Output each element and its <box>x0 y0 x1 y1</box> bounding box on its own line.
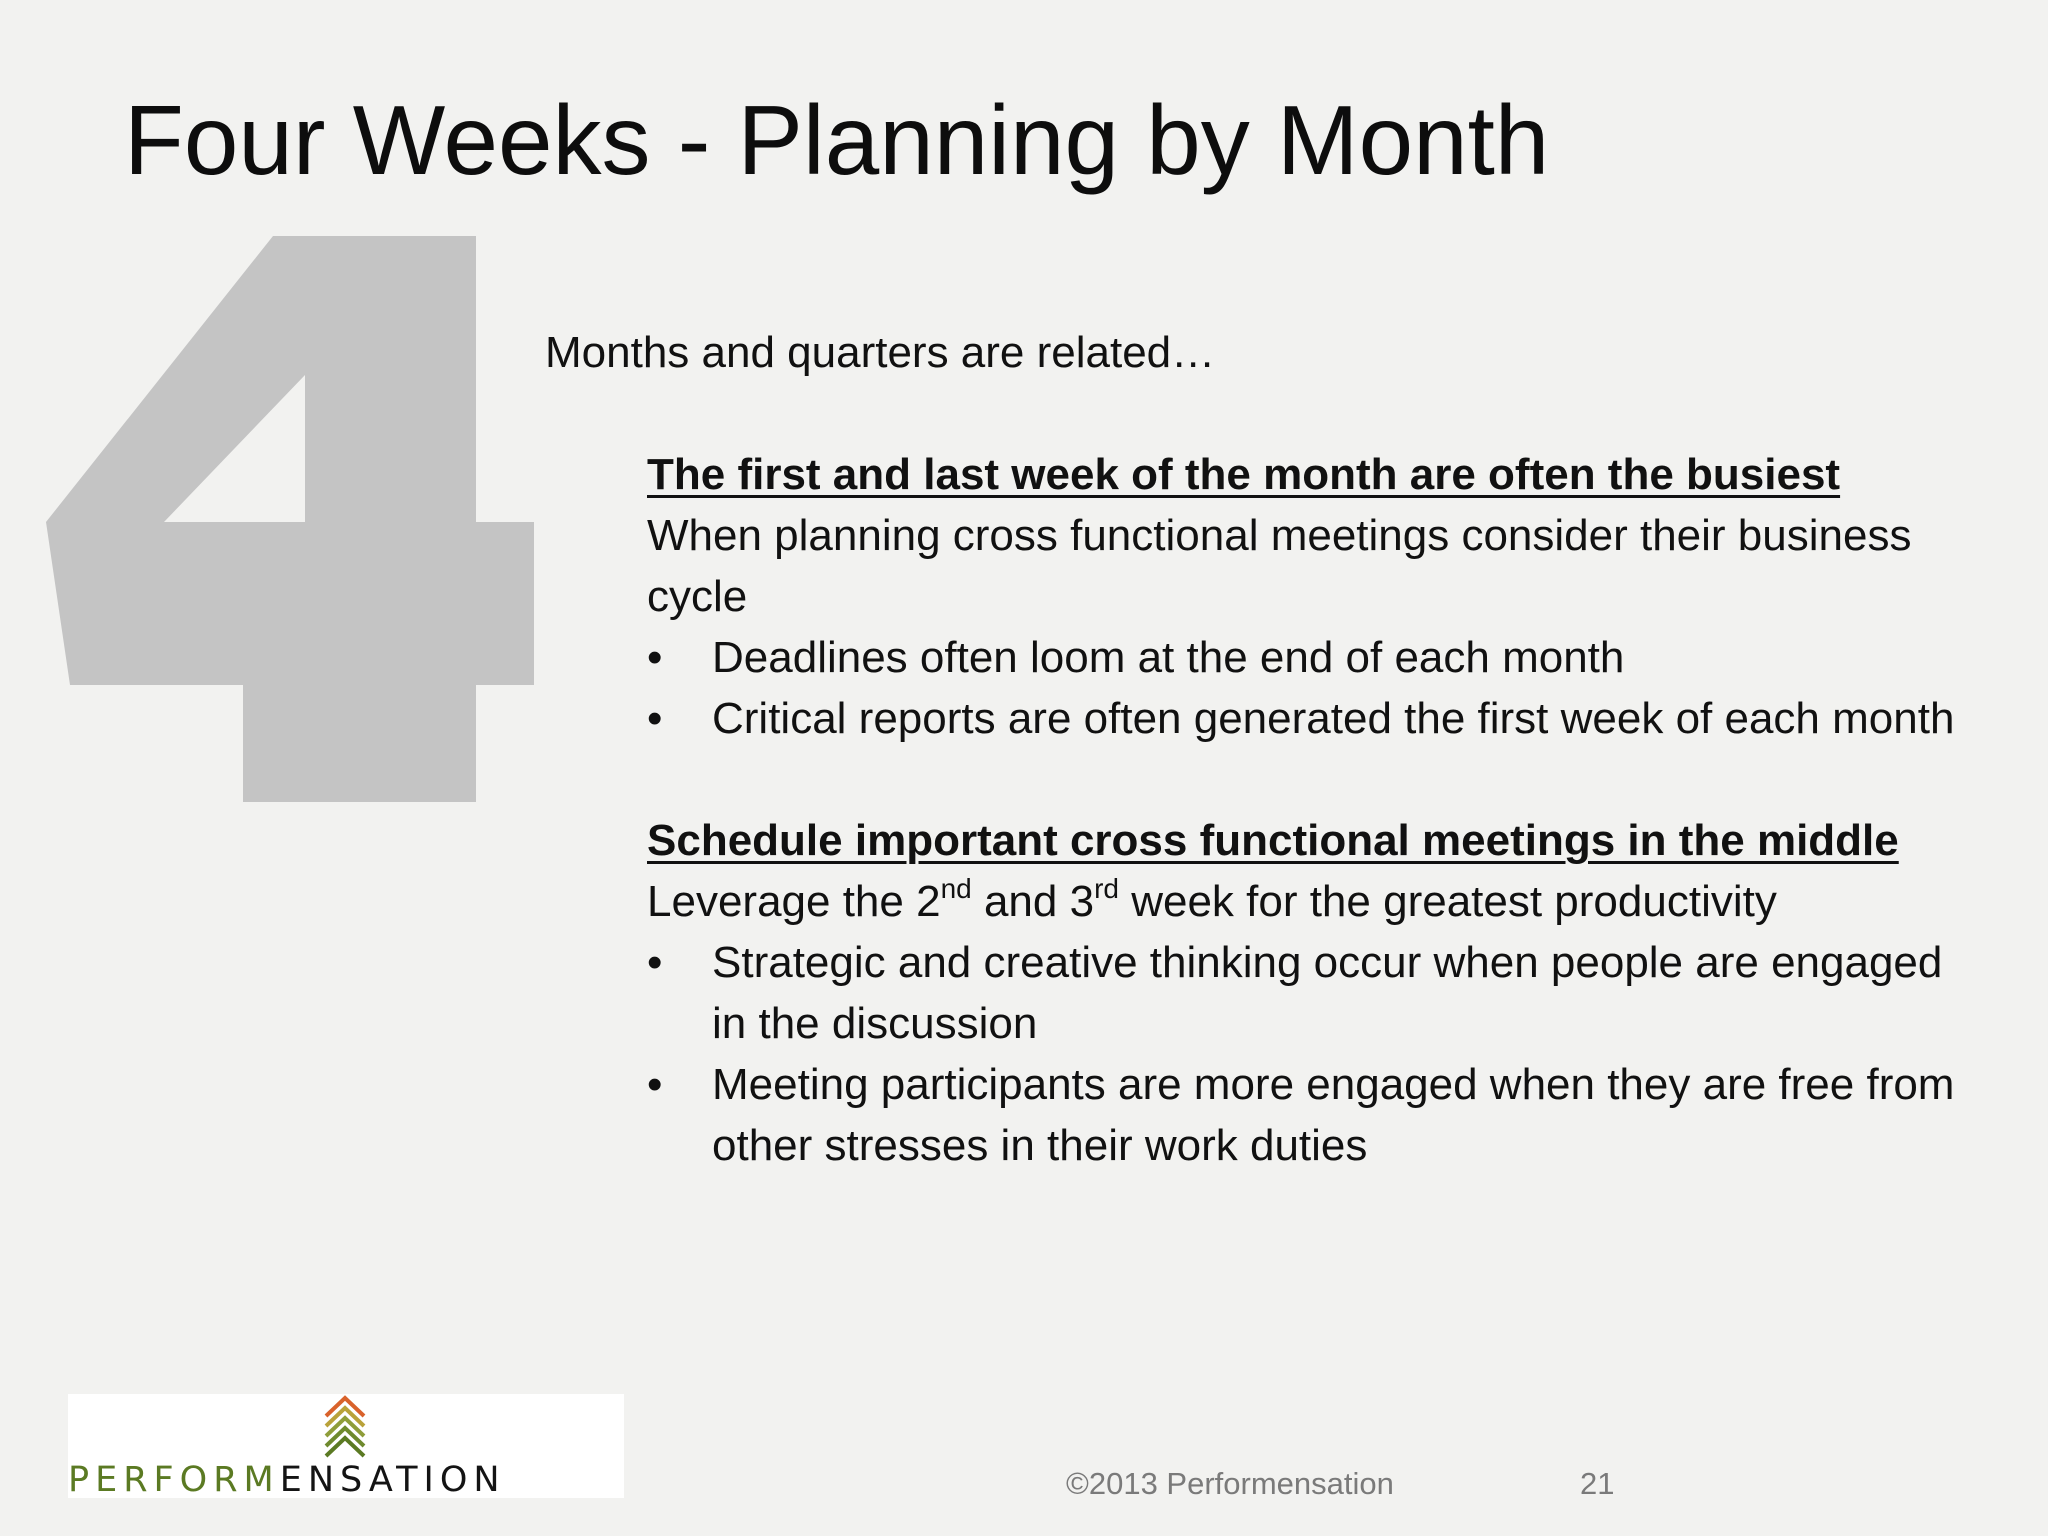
slide-title: Four Weeks - Planning by Month <box>124 85 1550 195</box>
bullet-icon: • <box>647 938 663 987</box>
bullet-icon: • <box>647 694 663 743</box>
footer-copyright: ©2013 Performensation <box>1066 1466 1394 1501</box>
logo-text-ensation: ENSATION <box>279 1460 506 1500</box>
section-middle-weeks <box>647 810 2005 1176</box>
bullet-text: Strategic and creative thinking occur when people are engaged in the discussion <box>712 938 1943 1048</box>
superscript: nd <box>940 873 972 904</box>
bullet-text: Meeting participants are more engaged when they are free from other stresses in their work duties <box>712 1060 1955 1170</box>
section-heading-middle-weeks: Schedule important cross functional meetings in the middle <box>647 816 1899 865</box>
list-item <box>647 688 1967 749</box>
bullet-icon: • <box>647 633 663 682</box>
list-item <box>647 932 1967 1054</box>
bullet-icon: • <box>647 1060 663 1109</box>
big-numeral-four <box>40 230 540 810</box>
slide-content <box>545 322 2005 1176</box>
bullet-text: Critical reports are often generated the first week of each month <box>712 694 1955 743</box>
slide-page-number: 21 <box>1580 1466 1615 1501</box>
company-logo <box>68 1394 624 1498</box>
stacked-chevrons-icon <box>320 1394 370 1460</box>
text-fragment: and 3 <box>971 877 1095 926</box>
text-fragment: week for the greatest productivity <box>1118 877 1777 926</box>
list-item <box>647 1054 1967 1176</box>
text-fragment: Leverage the 2 <box>647 877 941 926</box>
superscript: rd <box>1094 873 1119 904</box>
section-heading-busiest-weeks: The first and last week of the month are often the busiest <box>647 450 1841 499</box>
intro-text: Months and quarters are related… <box>545 328 1216 377</box>
bullet-list-busiest-weeks <box>647 627 2005 749</box>
bullet-list-middle-weeks <box>647 932 2005 1176</box>
logo-wordmark <box>68 1460 506 1500</box>
bullet-text: Deadlines often loom at the end of each month <box>712 633 1625 682</box>
section-text-busiest-weeks: When planning cross functional meetings consider their business cycle <box>647 511 1912 621</box>
section-text-middle-weeks <box>647 871 1937 932</box>
logo-text-perform: PERFORM <box>68 1460 280 1500</box>
section-busiest-weeks <box>647 444 2005 749</box>
list-item <box>647 627 1967 688</box>
